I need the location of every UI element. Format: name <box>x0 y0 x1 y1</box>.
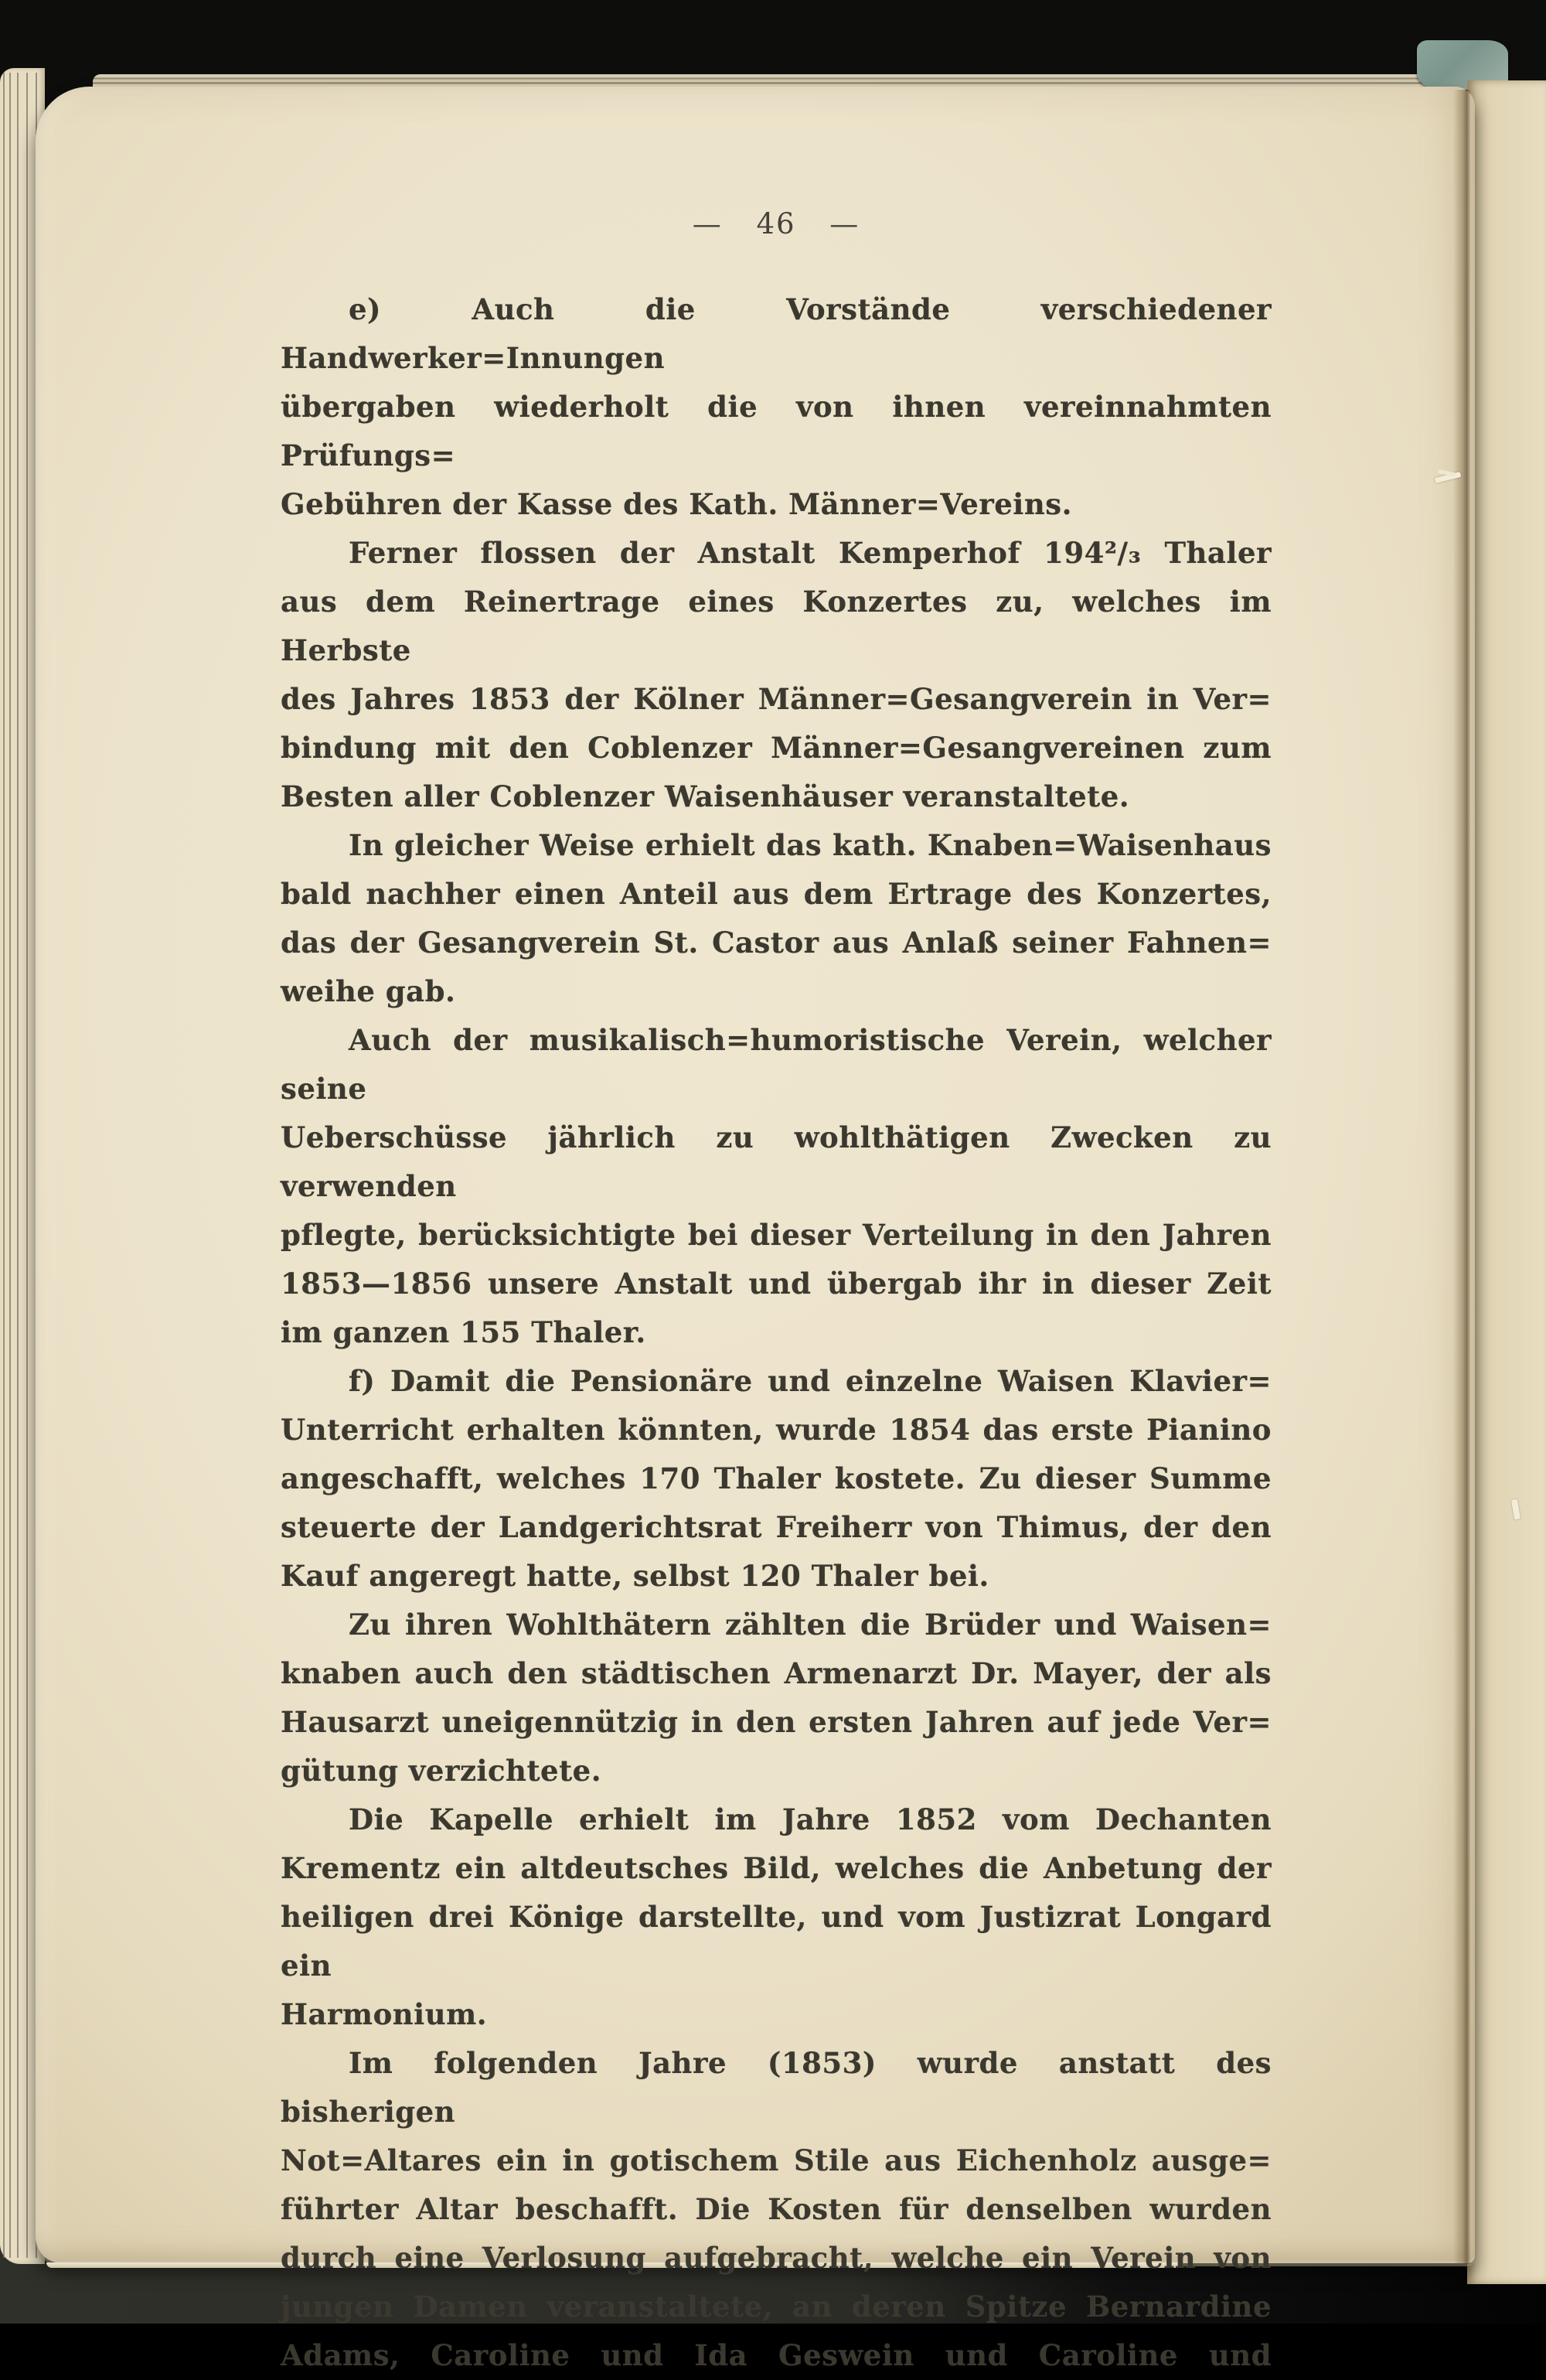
text-line: des Jahres 1853 der Kölner Männer=Gesangverein in Ver= <box>281 682 1272 716</box>
text-line: Not=Altares ein in gotischem Stile aus Eichenholz ausge= <box>281 2143 1272 2177</box>
page-edge-line <box>9 73 11 2258</box>
text-line: e) Auch die Vorstände verschiedener Handwerker=Innungen <box>281 292 1272 375</box>
text-line: knaben auch den städtischen Armenarzt Dr. Mayer, der als <box>281 1656 1272 1690</box>
text-line: heiligen drei Könige darstellte, und vom Justizrat Longard ein <box>281 1900 1272 1983</box>
text-line: jungen Damen veranstaltete, an deren Spitze Bernardine <box>281 2290 1272 2324</box>
text-line: Hausarzt uneigennützig in den ersten Jahren auf jede Ver= <box>281 1705 1272 1739</box>
text-line: gütung verzichtete. <box>281 1754 602 1788</box>
text-column <box>281 207 1272 2380</box>
text-line: Ferner flossen der Anstalt Kemperhof 194²/₃ Thaler <box>349 536 1272 570</box>
text-line: Besten aller Coblenzer Waisenhäuser veranstaltete. <box>281 779 1130 813</box>
text-line: Ueberschüsse jährlich zu wohlthätigen Zwecken zu verwenden <box>281 1120 1272 1203</box>
text-line: f) Damit die Pensionäre und einzelne Waisen Klavier= <box>349 1364 1272 1398</box>
text-line: Gebühren der Kasse des Kath. Männer=Vereins. <box>281 487 1072 521</box>
text-line: Auch der musikalisch=humoristische Verein, welcher seine <box>281 1023 1272 1106</box>
text-line: Unterricht erhalten könnten, wurde 1854 das erste Pianino <box>281 1413 1272 1447</box>
text-line: bald nachher einen Anteil aus dem Ertrage des Konzertes, <box>281 877 1272 911</box>
text-line: aus dem Reinertrage eines Konzertes zu, welches im Herbste <box>281 585 1272 667</box>
text-line: Kauf angeregt hatte, selbst 120 Thaler bei. <box>281 1559 989 1593</box>
text-line: Die Kapelle erhielt im Jahre 1852 vom Dechanten <box>349 1802 1272 1836</box>
text-line: steuerte der Landgerichtsrat Freiherr von Thimus, der den <box>281 1510 1272 1544</box>
text-line: übergaben wiederholt die von ihnen vereinnahmten Prüfungs= <box>281 390 1272 472</box>
page-number: — 46 — <box>692 207 860 240</box>
text-line: im ganzen 155 Thaler. <box>281 1315 646 1349</box>
text-line: Adams, Caroline und Ida Geswein und Caroline und <box>281 2338 1272 2372</box>
text-line: Im folgenden Jahre (1853) wurde anstatt des bisherigen <box>281 2046 1272 2129</box>
text-line: 1853—1856 unsere Anstalt und übergab ihr in dieser Zeit <box>281 1267 1272 1301</box>
page-edge-line <box>3 73 5 2258</box>
text-line: In gleicher Weise erhielt das kath. Knaben=Waisenhaus <box>349 828 1272 862</box>
text-line: pflegte, berücksichtigte bei dieser Verteilung in den Jahren <box>281 1218 1272 1252</box>
text-line: Krementz ein altdeutsches Bild, welches die Anbetung der <box>281 1851 1272 1885</box>
next-page-edge <box>1467 80 1546 2284</box>
text-body <box>281 285 1272 2380</box>
text-line: das der Gesangverein St. Castor aus Anlaß seiner Fahnen= <box>281 926 1272 960</box>
text-line: führter Altar beschafft. Die Kosten für denselben wurden <box>281 2192 1272 2226</box>
text-line: durch eine Verlosung aufgebracht, welche ein Verein von <box>281 2241 1272 2275</box>
text-line: Harmonium. <box>281 1997 488 2031</box>
text-line: Zu ihren Wohlthätern zählten die Brüder und Waisen= <box>349 1608 1272 1642</box>
text-line: bindung mit den Coblenzer Männer=Gesangvereinen zum <box>281 731 1272 765</box>
text-line: weihe gab. <box>281 974 456 1008</box>
page-edge-line <box>26 73 28 2258</box>
text-line: angeschafft, welches 170 Thaler kostete. Zu dieser Summe <box>281 1461 1272 1495</box>
spine-fold-crease <box>1453 90 1470 2264</box>
page-edge-line <box>17 73 19 2258</box>
